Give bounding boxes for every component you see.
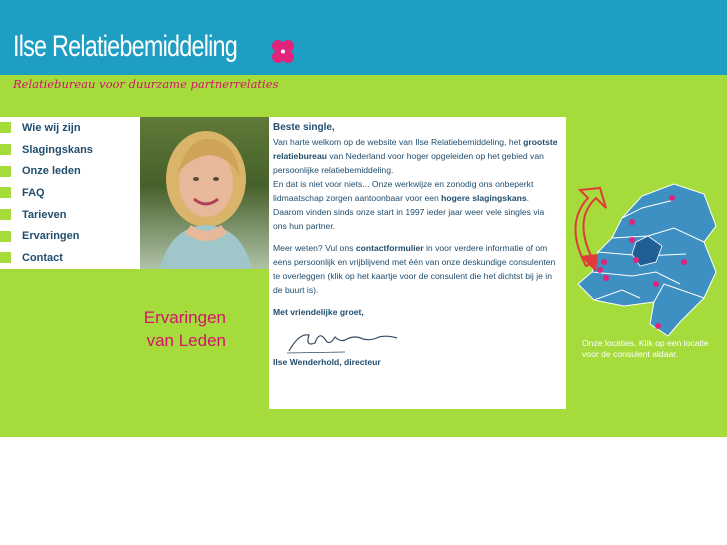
text-span: . Daarom vinden sinds onze start in 1997 ieder jaar weer vele singles via ons hun partner. — [273, 193, 545, 231]
contact-paragraph — [273, 241, 560, 297]
site-header — [0, 0, 727, 75]
ervaringen-line2: van Leden — [146, 331, 226, 350]
nav-item-label: FAQ — [22, 186, 45, 199]
nav-bullet-icon — [0, 122, 11, 133]
nav-bullet-icon — [0, 231, 11, 242]
signer-name: Ilse Wenderhold, directeur — [273, 357, 381, 367]
greeting: Beste single, — [273, 122, 335, 133]
nav-item-faq[interactable] — [0, 182, 140, 204]
nav-bullet-icon — [0, 209, 11, 220]
slagingskans-link[interactable]: hogere slagingskans — [441, 193, 527, 203]
text-span: van Nederland voor hoger opgeleiden op het gebied van persoonlijke relatiebemiddeling. — [273, 151, 544, 175]
nav-item-ervaringen[interactable] — [0, 225, 140, 247]
clover-logo-icon — [268, 37, 298, 67]
nav-item-slagingskans[interactable] — [0, 139, 140, 161]
nav-item-wie-wij-zijn[interactable] — [0, 117, 140, 139]
nav-item-label: Tarieven — [22, 208, 67, 221]
portrait-illustration — [140, 117, 269, 269]
nav-item-label: Onze leden — [22, 165, 81, 178]
nav-item-label: Ervaringen — [22, 230, 80, 243]
nav-bullet-icon — [0, 166, 11, 177]
site-tagline: Relatiebureau voor duurzame partnerrelaties — [13, 77, 279, 91]
text-span: Van harte welkom op de website van Ilse Relatiebemiddeling, het — [273, 137, 524, 147]
site-logo-text[interactable]: Ilse Relatiebemiddeling — [13, 30, 238, 63]
contactformulier-link[interactable]: contactformulier — [355, 243, 424, 253]
nav-bullet-icon — [0, 144, 11, 155]
signature-image — [285, 325, 405, 355]
nav-item-label: Wie wij zijn — [22, 121, 81, 134]
nav-item-tarieven[interactable] — [0, 204, 140, 226]
welcome-content — [269, 117, 566, 409]
nav-bullet-icon — [0, 252, 11, 263]
main-nav — [0, 117, 140, 269]
nav-bullet-icon — [0, 187, 11, 198]
nav-item-label: Slagingskans — [22, 143, 93, 156]
ervaringen-line1: Ervaringen — [143, 308, 226, 327]
text-span: Meer weten? Vul ons — [273, 243, 356, 253]
nav-item-onze-leden[interactable] — [0, 160, 140, 182]
netherlands-map-icon[interactable] — [570, 180, 720, 340]
closing-line: Met vriendelijke groet, — [273, 307, 364, 317]
nav-item-label: Contact — [22, 251, 63, 264]
text-span: in voor verdere informatie of om eens persoonlijk en vrijblijvend met één van onze deskundige consulenten te overleggen (klik op het kaartje voor de consulent die het dichtst bij je in de buurt is). — [273, 243, 556, 295]
approach-paragraph — [273, 177, 560, 233]
text-span: En dat is niet voor niets... Onze werkwijze en zonodig ons onbeperkt lidmaatschap zorgen aantoonbaar voor een — [273, 179, 534, 203]
nav-item-contact[interactable] — [0, 247, 140, 269]
emphasis-text: grootste relatiebureau — [273, 137, 558, 161]
welcome-paragraph — [273, 135, 560, 177]
ervaringen-van-leden-link[interactable] — [110, 306, 226, 352]
map-caption: Onze locaties. Klik op een locatie voor de consulent aldaar. — [582, 338, 709, 359]
director-photo — [140, 117, 269, 269]
